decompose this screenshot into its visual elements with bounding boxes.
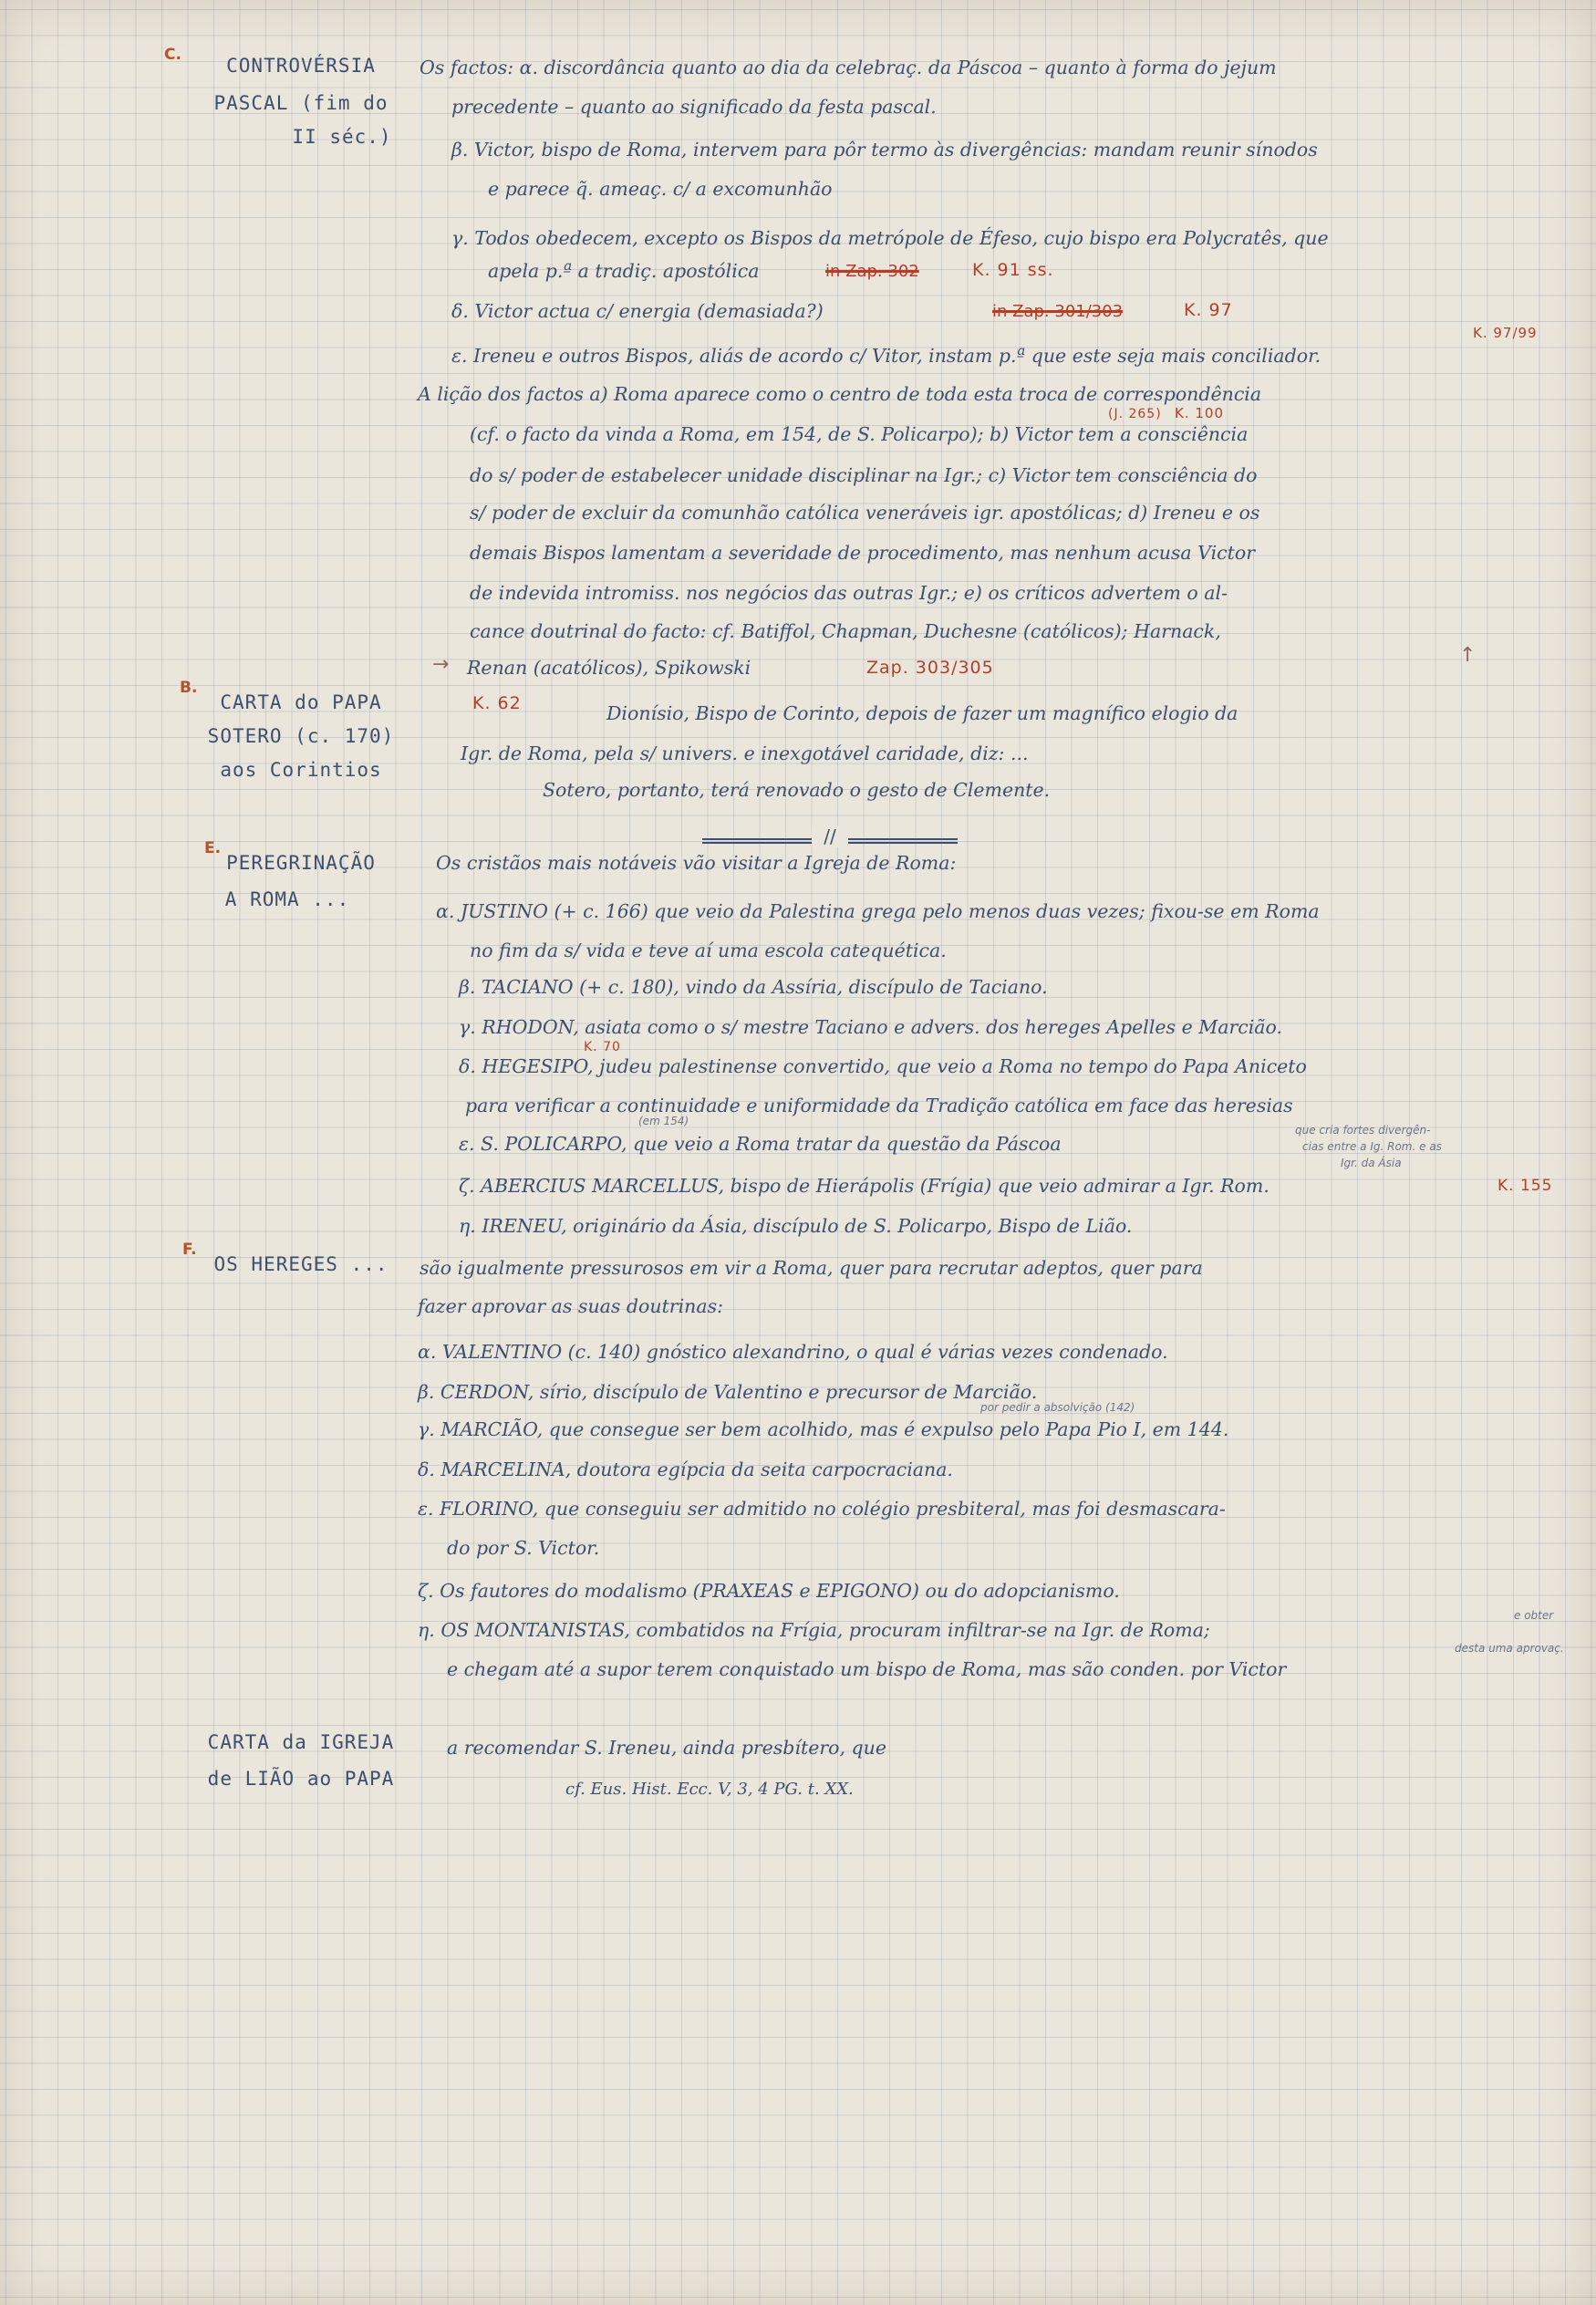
- section-label-line: OS HEREGES ...: [213, 1253, 389, 1275]
- note-line: α. JUSTINO (+ c. 166) que veio da Palestina grega pelo menos duas vezes; fixou-se em Roma: [436, 900, 1320, 922]
- section-letter-e: E.: [204, 839, 222, 857]
- note-line: ε. S. POLICARPO, que veio a Roma tratar da questão da Páscoa: [459, 1133, 1062, 1155]
- section-label-line: CARTA da IGREJA: [207, 1731, 395, 1753]
- note-line: do por S. Victor.: [447, 1537, 600, 1559]
- note-line: A lição dos factos a) Roma aparece como o centro de toda esta troca de correspondência: [418, 383, 1262, 405]
- note-line: ε. FLORINO, que conseguiu ser admitido no colégio presbiteral, mas foi desmascara-: [418, 1498, 1226, 1520]
- note-line: do s/ poder de estabelecer unidade disciplinar na Igr.; c) Victor tem consciência do: [470, 464, 1258, 486]
- note-line: Sotero, portanto, terá renovado o gesto de Clemente.: [543, 779, 1051, 801]
- note-line: Renan (acatólicos), Spikowski: [467, 657, 751, 679]
- section-label-line: de LIÃO ao PAPA: [207, 1768, 395, 1790]
- note-line: γ. MARCIÃO, que consegue ser bem acolhido, mas é expulso pelo Papa Pio I, em 144.: [418, 1418, 1229, 1440]
- section-label-line: aos Corintios: [220, 759, 382, 781]
- section-label-line: II séc.): [292, 126, 392, 148]
- section-label-hereges: [164, 1251, 438, 1277]
- reference-zap: Zap. 303/305: [866, 658, 994, 678]
- note-line: Os factos: α. discordância quanto ao dia da celebraç. da Páscoa – quanto à forma do jejum: [420, 57, 1277, 78]
- section-label-line: SOTERO (c. 170): [207, 725, 395, 747]
- note-line: e parece q̃. ameaç. c/ a excomunhão: [488, 178, 833, 200]
- note-line: e chegam até a supor terem conquistado um bispo de Roma, mas são conden. por Victor: [447, 1658, 1287, 1680]
- note-line: γ. RHODON, asiata como o s/ mestre Taciano e advers. dos hereges Apelles e Marcião.: [459, 1016, 1283, 1038]
- arrow-up-icon: ↑: [1459, 644, 1477, 667]
- note-line: Igr. de Roma, pela s/ univers. e inexgotável caridade, diz: ...: [461, 742, 1029, 764]
- note-line: a recomendar S. Ireneu, ainda presbítero, que: [447, 1737, 886, 1759]
- note-line: α. VALENTINO (c. 140) gnóstico alexandrino, o qual é várias vezes condenado.: [418, 1341, 1168, 1363]
- section-label-line: PASCAL (fim do: [213, 92, 389, 114]
- section-letter-b: B.: [180, 679, 198, 697]
- section-letter-f: F.: [182, 1241, 197, 1259]
- marginal-note: desta uma aprovaç.: [1455, 1642, 1564, 1655]
- section-label-carta-liao: [164, 1729, 438, 1791]
- arrow-right-icon: →: [432, 653, 450, 676]
- reference-k: K. 70: [584, 1040, 621, 1054]
- marginal-note: Igr. da Ásia: [1341, 1157, 1402, 1169]
- note-line: precedente – quanto ao significado da festa pascal.: [451, 96, 937, 118]
- marginal-note: (em 154): [638, 1115, 689, 1127]
- struck-reference: in Zap. 302: [825, 262, 919, 281]
- note-line: apela p.ª a tradiç. apostólica: [488, 260, 760, 282]
- note-line: Os cristãos mais notáveis vão visitar a Igreja de Roma:: [436, 852, 957, 874]
- note-line: β. CERDON, sírio, discípulo de Valentino e precursor de Marcião.: [418, 1381, 1038, 1403]
- note-line: ζ. ABERCIUS MARCELLUS, bispo de Hierápolis (Frígia) que veio admirar a Igr. Rom.: [459, 1175, 1270, 1197]
- reference-k: K. 97/99: [1473, 325, 1538, 341]
- section-letter-c: C.: [164, 46, 181, 64]
- note-line: β. TACIANO (+ c. 180), vindo da Assíria, discípulo de Taciano.: [459, 976, 1048, 998]
- section-label-line: CARTA do PAPA: [220, 691, 382, 713]
- note-line: para verificar a continuidade e uniformidade da Tradição católica em face das heresias: [465, 1095, 1293, 1116]
- section-label-line: A ROMA ...: [224, 888, 350, 910]
- section-label-carta-sotero: [164, 690, 438, 783]
- note-line: s/ poder de excluir da comunhão católica veneráveis igr. apostólicas; d) Ireneu e os: [470, 502, 1260, 524]
- note-line: de indevida intromiss. nos negócios das outras Igr.; e) os críticos advertem o al-: [470, 582, 1228, 604]
- note-line: η. OS MONTANISTAS, combatidos na Frígia, procuram infiltrar-se na Igr. de Roma;: [418, 1619, 1210, 1641]
- note-line: η. IRENEU, originário da Ásia, discípulo de S. Policarpo, Bispo de Lião.: [459, 1215, 1133, 1237]
- reference-j: (J. 265): [1108, 407, 1162, 421]
- section-divider: [702, 825, 958, 851]
- reference-k: K. 100: [1175, 405, 1225, 421]
- marginal-note: por pedir a absolvição (142): [980, 1401, 1135, 1414]
- note-line: cance doutrinal do facto: cf. Batiffol, Chapman, Duchesne (católicos); Harnack,: [470, 620, 1221, 642]
- note-line: δ. MARCELINA, doutora egípcia da seita carpocraciana.: [418, 1459, 953, 1480]
- divider-mark: //: [812, 825, 848, 847]
- marginal-note: que cria fortes divergên-: [1295, 1124, 1431, 1137]
- marginal-note: e obter: [1514, 1609, 1554, 1622]
- reference-k: K. 91 ss.: [972, 260, 1054, 280]
- note-line: δ. HEGESIPO, judeu palestinense convertido, que veio a Roma no tempo do Papa Aniceto: [459, 1055, 1307, 1077]
- note-line: ζ. Os fautores do modalismo (PRAXEAS e EPIGONO) ou do adopcianismo.: [418, 1580, 1120, 1602]
- note-line: ε. Ireneu e outros Bispos, aliás de acordo c/ Vitor, instam p.ª que este seja mais conciliador.: [451, 345, 1321, 367]
- section-label-peregrinacao: [164, 850, 438, 912]
- reference-k: K. 155: [1498, 1177, 1553, 1195]
- struck-reference: in Zap. 301/303: [992, 302, 1124, 321]
- section-label-controversia-pascal: [164, 53, 438, 150]
- note-line: Dionísio, Bispo de Corinto, depois de fazer um magnífico elogio da: [606, 702, 1238, 724]
- note-line: demais Bispos lamentam a severidade de procedimento, mas nenhum acusa Victor: [470, 542, 1256, 564]
- note-line: cf. Eus. Hist. Ecc. V, 3, 4 PG. t. XX.: [565, 1780, 854, 1799]
- note-line: no fim da s/ vida e teve aí uma escola catequética.: [470, 940, 947, 961]
- reference-k: K. 97: [1184, 300, 1233, 320]
- reference-k: K. 62: [472, 693, 522, 713]
- section-label-line: CONTROVÉRSIA: [226, 55, 376, 77]
- note-line: γ. Todos obedecem, excepto os Bispos da metrópole de Éfeso, cujo bispo era Polycratês, que: [451, 227, 1329, 249]
- note-line: (cf. o facto da vinda a Roma, em 154, de S. Policarpo); b) Victor tem a consciência: [470, 423, 1249, 445]
- section-label-line: PEREGRINAÇÃO: [226, 852, 376, 874]
- note-line: δ. Victor actua c/ energia (demasiada?): [451, 300, 824, 322]
- note-line: fazer aprovar as suas doutrinas:: [418, 1295, 724, 1317]
- note-line: são igualmente pressurosos em vir a Roma, quer para recrutar adeptos, quer para: [420, 1257, 1203, 1279]
- marginal-note: cias entre a Ig. Rom. e as: [1302, 1140, 1442, 1153]
- note-line: β. Victor, bispo de Roma, intervem para pôr termo às divergências: mandam reunir sínodos: [451, 139, 1318, 161]
